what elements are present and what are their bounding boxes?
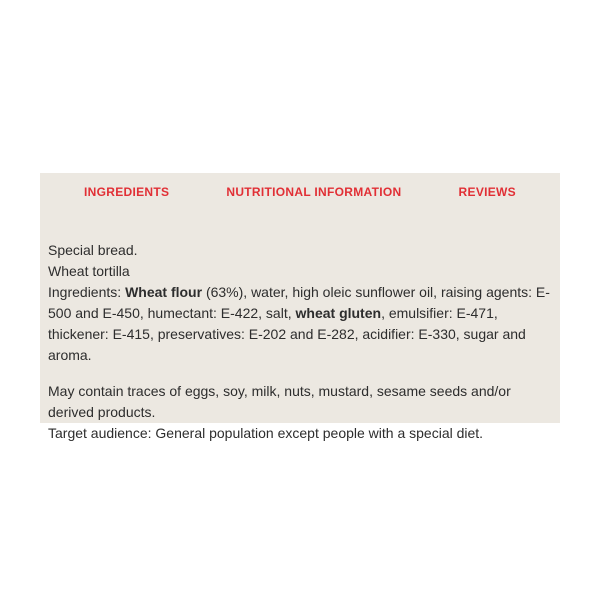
tab-reviews[interactable]: REVIEWS xyxy=(458,185,516,199)
product-name: Wheat tortilla xyxy=(48,263,130,279)
ingredients-content xyxy=(48,240,552,444)
tab-ingredients[interactable]: INGREDIENTS xyxy=(84,185,170,199)
ingredients-paragraph: Ingredients: Wheat flour (63%), water, high oleic sunflower oil, raising agents: E-500 and E-450, humectant: E-422, salt, wheat gluten, emulsifier: E-471, thickener: E-415, preservatives: E-202 and E-282, acidifier: E-330, sugar and aroma. xyxy=(48,284,550,363)
product-info-panel xyxy=(40,173,560,441)
product-subtitle: Special bread. xyxy=(48,242,138,258)
tab-nutritional-information[interactable]: NUTRITIONAL INFORMATION xyxy=(226,185,402,199)
allergen-traces-paragraph: May contain traces of eggs, soy, milk, nuts, mustard, sesame seeds and/or derived products. xyxy=(48,383,511,420)
tab-bar xyxy=(48,183,552,201)
target-audience-line: Target audience: General population except people with a special diet. xyxy=(48,425,484,441)
